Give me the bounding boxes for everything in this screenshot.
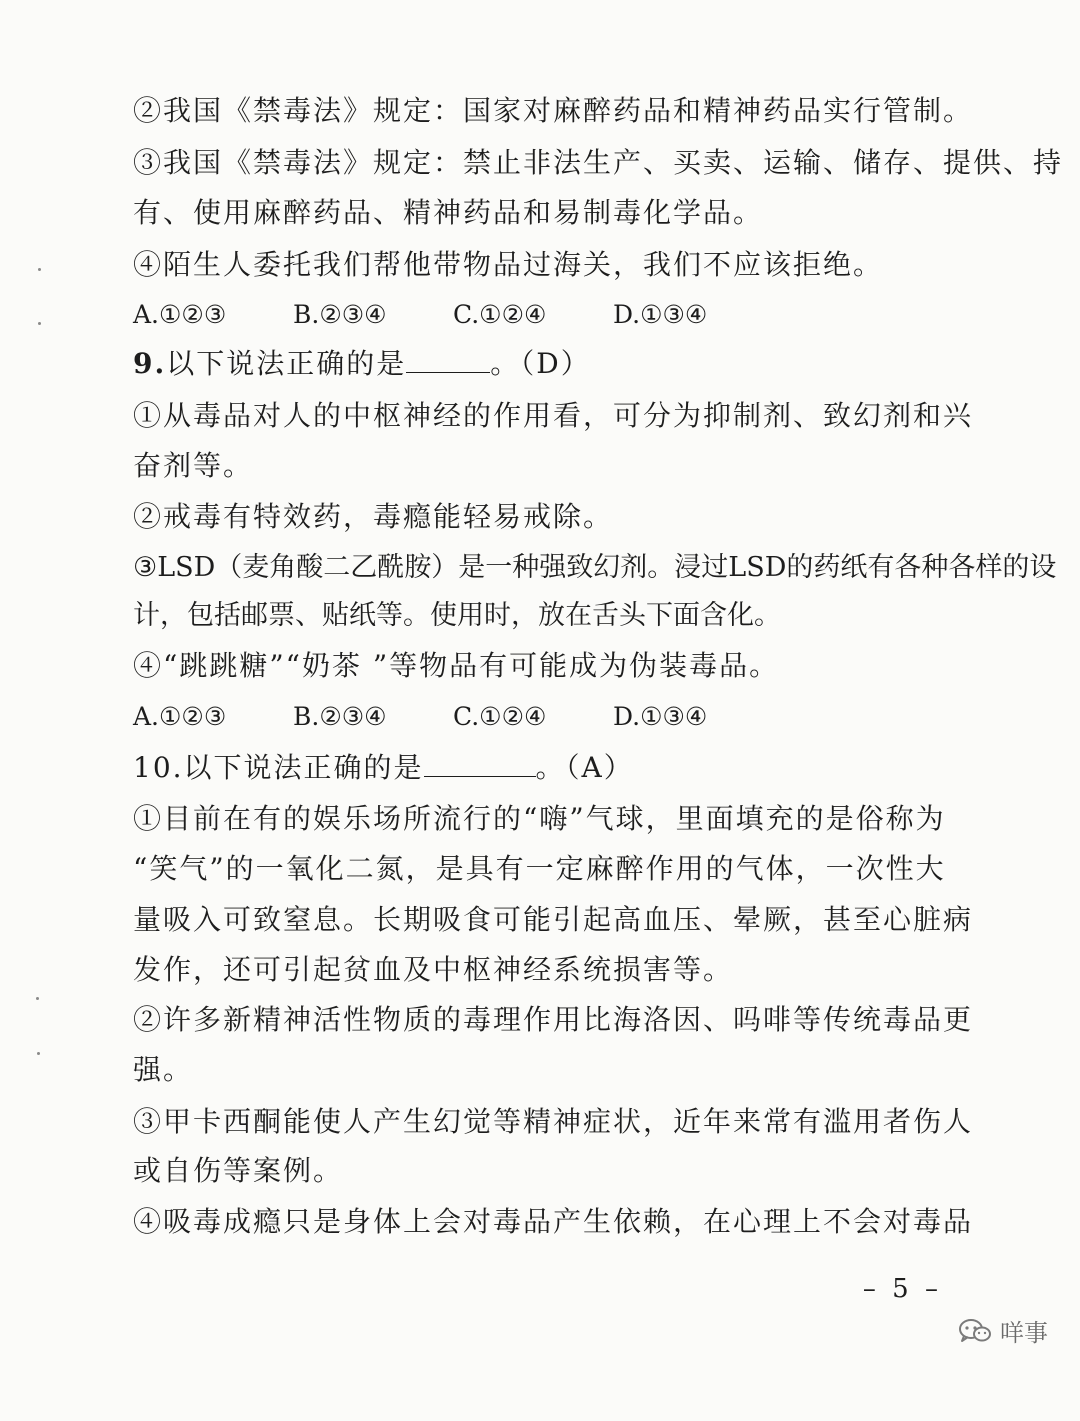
q8-item-3: ③我国《禁毒法》规定：禁止非法生产、买卖、运输、储存、提供、持 xyxy=(133,146,1064,179)
q9-item-3: ③LSD（麦角酸二乙酰胺）是一种强致幻剂。浸过LSD的药纸有各种各样的设 xyxy=(133,552,1057,583)
q9-item-3-cont: 计，包括邮票、贴纸等。使用时，放在舌头下面含化。 xyxy=(133,600,781,631)
q10-question xyxy=(133,750,634,786)
q8-option-d: D.①③④ xyxy=(613,300,708,329)
q8-item-2: ②我国《禁毒法》规定：国家对麻醉药品和精神药品实行管制。 xyxy=(133,94,974,127)
wechat-icon xyxy=(958,1318,992,1344)
q9-item-1-cont: 奋剂等。 xyxy=(133,449,254,482)
q8-option-a: A.①②③ xyxy=(133,300,227,329)
q10-item-1-cont2: 量吸入可致窒息。长期吸食可能引起高血压、晕厥，甚至心脏病 xyxy=(133,903,974,936)
q10-item-4: ④吸毒成瘾只是身体上会对毒品产生依赖，在心理上不会对毒品 xyxy=(133,1205,974,1238)
q9-number: 9. xyxy=(133,347,167,380)
q8-option-b: B.②③④ xyxy=(293,300,387,329)
scan-speck xyxy=(37,1052,40,1055)
q10-item-1-cont: “笑气”的一氧化二氮，是具有一定麻醉作用的气体，一次性大 xyxy=(133,852,946,885)
q9-question xyxy=(133,346,591,382)
q9-options xyxy=(133,699,773,735)
scan-speck xyxy=(38,322,41,325)
q10-answer: 。（A） xyxy=(535,751,634,784)
q9-option-b: B.②③④ xyxy=(293,702,387,731)
q8-item-3-cont: 有、使用麻醉药品、精神药品和易制毒化学品。 xyxy=(133,196,764,229)
q10-item-3: ③甲卡西酮能使人产生幻觉等精神症状，近年来常有滥用者伤人 xyxy=(133,1105,974,1138)
q10-item-1-cont3: 发作，还可引起贫血及中枢神经系统损害等。 xyxy=(133,953,734,986)
q8-option-c: C.①②④ xyxy=(453,300,547,329)
scan-speck xyxy=(36,997,39,1000)
q9-item-1: ①从毒品对人的中枢神经的作用看，可分为抑制剂、致幻剂和兴 xyxy=(133,399,974,432)
q10-blank xyxy=(424,750,536,777)
q10-item-2-cont: 强。 xyxy=(133,1053,194,1086)
watermark-text: 咩事 xyxy=(1000,1319,1048,1347)
q9-item-2: ②戒毒有特效药，毒瘾能轻易戒除。 xyxy=(133,500,614,533)
q9-stem: 以下说法正确的是 xyxy=(166,347,407,380)
q10-item-3-cont: 或自伤等案例。 xyxy=(133,1154,344,1187)
page-number: – 5 – xyxy=(862,1274,942,1304)
q8-item-4: ④陌生人委托我们帮他带物品过海关，我们不应该拒绝。 xyxy=(133,248,884,281)
scan-speck xyxy=(38,268,41,271)
watermark xyxy=(958,1313,1048,1348)
q9-option-a: A.①②③ xyxy=(133,702,227,731)
q9-answer: 。（D） xyxy=(490,347,591,380)
q9-item-4: ④“跳跳糖”“奶茶 ”等物品有可能成为伪装毒品。 xyxy=(133,649,780,682)
q9-option-c: C.①②④ xyxy=(453,702,547,731)
q9-option-d: D.①③④ xyxy=(613,702,708,731)
q10-stem: 10.以下说法正确的是 xyxy=(133,751,424,784)
q10-item-2: ②许多新精神活性物质的毒理作用比海洛因、吗啡等传统毒品更 xyxy=(133,1003,974,1036)
q8-options xyxy=(133,297,773,333)
q9-blank xyxy=(406,346,490,373)
q10-item-1: ①目前在有的娱乐场所流行的“嗨”气球，里面填充的是俗称为 xyxy=(133,802,946,835)
